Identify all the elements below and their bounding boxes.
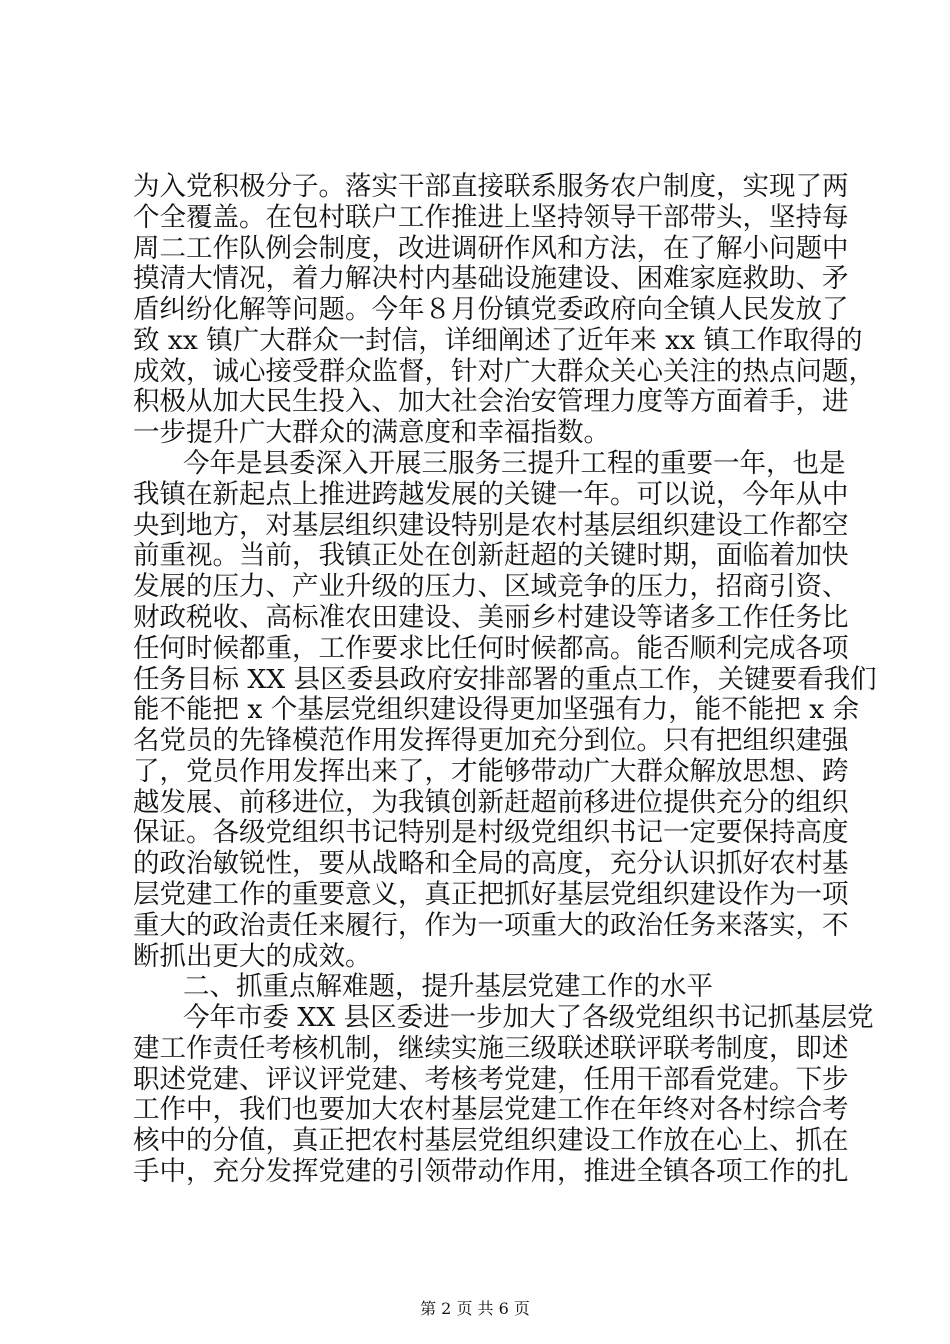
body-text-line: 盾纠纷化解等问题。今年８月份镇党委政府向全镇人民发放了 xyxy=(133,294,849,325)
body-text-line: 了，党员作用发挥出来了，才能够带动广大群众解放思想、跨 xyxy=(133,756,849,787)
body-text-line: 核中的分值，真正把农村基层党组织建设工作放在心上、抓在 xyxy=(133,1125,849,1156)
page-footer: 第 2 页 共 6 页 xyxy=(420,1299,530,1318)
body-text-line: 任务目标 XX 县区委县政府安排部署的重点工作，关键要看我们 xyxy=(133,664,877,695)
section-heading: 二、抓重点解难题，提升基层党建工作的水平 xyxy=(183,971,713,1002)
body-text-line: 前重视。当前，我镇正处在创新赶超的关键时期，面临着加快 xyxy=(133,540,849,571)
body-text-line: 工作中，我们也要加大农村基层党建工作在年终对各村综合考 xyxy=(133,1094,849,1125)
body-text-line: 建工作责任考核机制，继续实施三级联述联评联考制度，即述 xyxy=(133,1033,849,1064)
body-text-line: 致 xx 镇广大群众一封信，详细阐述了近年来 xx 镇工作取得的 xyxy=(133,325,863,356)
paragraph-first-line: 今年市委 XX 县区委进一步加大了各级党组织书记抓基层党 xyxy=(183,1002,874,1033)
body-text-line: 央到地方，对基层组织建设特别是农村基层组织建设工作都空 xyxy=(133,510,849,541)
body-text-line: 能不能把 x 个基层党组织建设得更加坚强有力，能不能把 x 余 xyxy=(133,694,860,725)
body-text-line: 手中，充分发挥党建的引领带动作用，推进全镇各项工作的扎 xyxy=(133,1156,849,1187)
body-text-line: 保证。各级党组织书记特别是村级党组织书记一定要保持高度 xyxy=(133,817,849,848)
body-text-line: 财政税收、高标准农田建设、美丽乡村建设等诸多工作任务比 xyxy=(133,602,849,633)
body-text-line: 任何时候都重，工作要求比任何时候都高。能否顺利完成各项 xyxy=(133,633,849,664)
body-text-line: 周二工作队例会制度，改进调研作风和方法，在了解小问题中 xyxy=(133,233,849,264)
body-text-line: 名党员的先锋模范作用发挥得更加充分到位。只有把组织建强 xyxy=(133,725,849,756)
body-text-line: 一步提升广大群众的满意度和幸福指数。 xyxy=(133,417,610,448)
body-text-line: 积极从加大民生投入、加大社会治安管理力度等方面着手，进 xyxy=(133,386,849,417)
body-text-line: 成效，诚心接受群众监督，针对广大群众关心关注的热点问题， xyxy=(133,356,875,387)
body-text-line: 我镇在新起点上推进跨越发展的关键一年。可以说，今年从中 xyxy=(133,479,849,510)
body-text-line: 层党建工作的重要意义，真正把抓好基层党组织建设作为一项 xyxy=(133,879,849,910)
body-text-line: 越发展、前移进位，为我镇创新赶超前移进位提供充分的组织 xyxy=(133,787,849,818)
paragraph-first-line: 今年是县委深入开展三服务三提升工程的重要一年，也是 xyxy=(183,448,846,479)
body-text-line: 职述党建、评议评党建、考核考党建，任用干部看党建。下步 xyxy=(133,1064,849,1095)
body-text-line: 发展的压力、产业升级的压力、区域竞争的压力，招商引资、 xyxy=(133,571,849,602)
body-text-line: 断抓出更大的成效。 xyxy=(133,941,372,972)
body-text-line: 的政治敏锐性，要从战略和全局的高度，充分认识抓好农村基 xyxy=(133,848,849,879)
body-text-line: 个全覆盖。在包村联户工作推进上坚持领导干部带头，坚持每 xyxy=(133,202,849,233)
body-text-line: 为入党积极分子。落实干部直接联系服务农户制度，实现了两 xyxy=(133,171,849,202)
body-text-line: 摸清大情况，着力解决村内基础设施建设、困难家庭救助、矛 xyxy=(133,263,849,294)
body-text-line: 重大的政治责任来履行，作为一项重大的政治任务来落实，不 xyxy=(133,910,849,941)
